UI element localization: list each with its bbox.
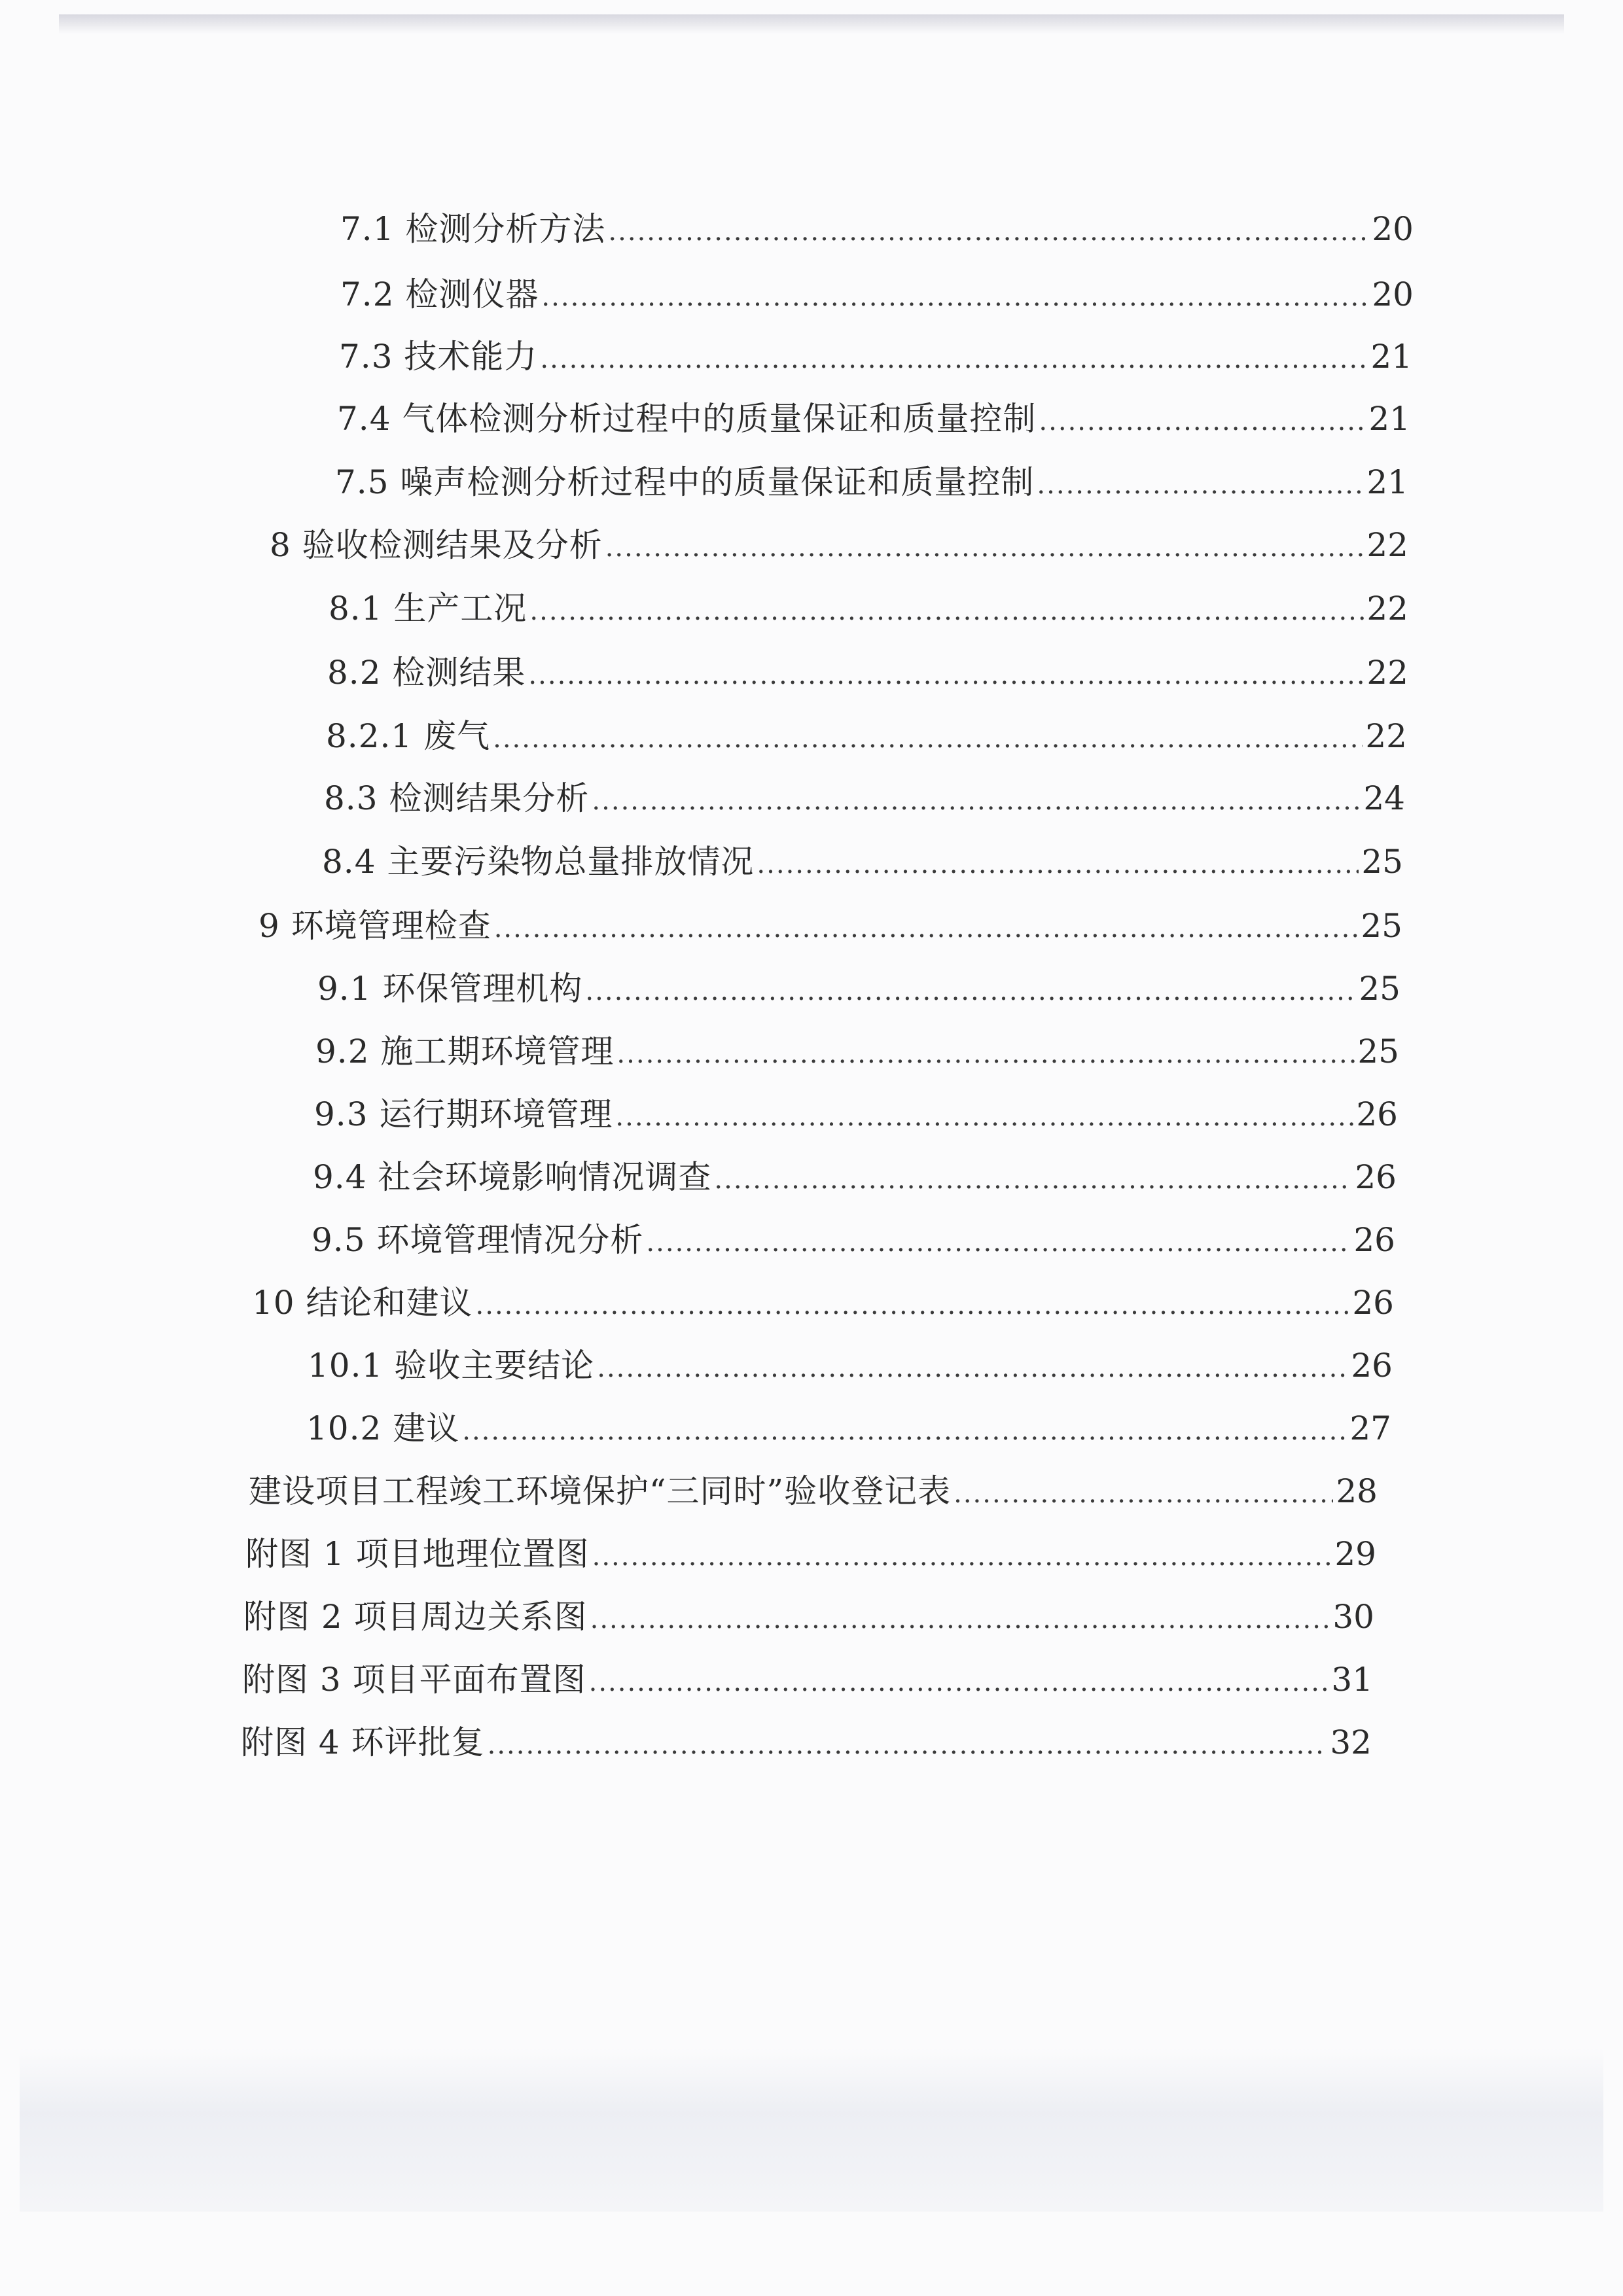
toc-page-number: 29 xyxy=(1334,1535,1376,1573)
toc-entry-label: 9.5 环境管理情况分析 xyxy=(312,1221,644,1259)
toc-page-number: 22 xyxy=(1366,654,1408,692)
toc-dot-leader xyxy=(462,1418,1347,1444)
toc-entry-appendix-3 xyxy=(242,1661,1373,1699)
toc-entry-9-4 xyxy=(313,1158,1397,1196)
toc-dot-leader xyxy=(540,346,1368,372)
toc-entry-label: 附图 3 项目平面布置图 xyxy=(242,1661,586,1699)
toc-dot-leader xyxy=(585,978,1356,1004)
toc-entry-label: 8 验收检测结果及分析 xyxy=(270,526,603,564)
toc-page-number: 26 xyxy=(1352,1284,1394,1322)
toc-entry-registration-form xyxy=(249,1472,1378,1510)
toc-entry-appendix-2 xyxy=(243,1598,1374,1636)
toc-dot-leader xyxy=(541,284,1369,310)
toc-dot-leader xyxy=(605,535,1364,561)
toc-entry-label: 8.2.1 废气 xyxy=(326,717,491,755)
toc-dot-leader xyxy=(529,598,1364,624)
toc-entry-label: 8.2 检测结果 xyxy=(327,654,526,692)
toc-entry-9-1 xyxy=(317,970,1400,1008)
toc-page-number: 25 xyxy=(1361,843,1403,881)
toc-dot-leader xyxy=(494,915,1359,942)
toc-dot-leader xyxy=(714,1167,1352,1193)
toc-dot-leader xyxy=(597,1355,1348,1381)
toc-dot-leader xyxy=(1039,408,1366,434)
toc-entry-9 xyxy=(259,907,1402,945)
toc-entry-label: 7.2 检测仪器 xyxy=(340,275,539,313)
toc-page-number: 25 xyxy=(1359,970,1400,1008)
toc-dot-leader xyxy=(592,1544,1332,1570)
toc-entry-label: 10.1 验收主要结论 xyxy=(308,1347,595,1385)
toc-entry-label: 7.4 气体检测分析过程中的质量保证和质量控制 xyxy=(337,400,1037,438)
toc-page-number: 25 xyxy=(1357,1033,1399,1070)
toc-dot-leader xyxy=(646,1229,1351,1256)
toc-entry-label: 9.3 运行期环境管理 xyxy=(314,1095,613,1133)
toc-entry-8-4 xyxy=(322,843,1403,881)
toc-entry-label: 9.1 环保管理机构 xyxy=(317,970,583,1008)
toc-dot-leader xyxy=(592,788,1361,814)
toc-page-number: 26 xyxy=(1355,1158,1397,1196)
toc-dot-leader xyxy=(476,1292,1350,1318)
toc-page-number: 21 xyxy=(1370,338,1412,376)
toc-entry-7-3 xyxy=(339,338,1412,376)
toc-entry-9-2 xyxy=(315,1035,1399,1068)
toc-page-number: 22 xyxy=(1366,526,1408,564)
toc-dot-leader xyxy=(528,662,1364,688)
toc-page-number: 27 xyxy=(1349,1409,1391,1447)
toc-entry-label: 8.4 主要污染物总量排放情况 xyxy=(322,843,755,881)
toc-entry-10-1 xyxy=(308,1347,1393,1385)
toc-dot-leader xyxy=(608,219,1369,245)
toc-page-number: 26 xyxy=(1351,1347,1393,1385)
toc-page-number: 30 xyxy=(1332,1598,1374,1636)
toc-entry-7-2 xyxy=(340,275,1414,313)
toc-page-number: 21 xyxy=(1366,463,1408,501)
toc-entry-9-5 xyxy=(312,1221,1395,1259)
toc-entry-label: 9.4 社会环境影响情况调查 xyxy=(313,1158,712,1196)
toc-entry-label: 7.3 技术能力 xyxy=(339,338,538,376)
toc-entry-7-4 xyxy=(337,400,1410,438)
toc-page-number: 20 xyxy=(1372,210,1414,248)
toc-dot-leader xyxy=(488,1732,1328,1758)
toc-dot-leader xyxy=(493,726,1363,752)
toc-page-number: 24 xyxy=(1363,779,1405,817)
toc-entry-8 xyxy=(270,526,1408,564)
toc-entry-10 xyxy=(252,1284,1394,1322)
toc-entry-9-3 xyxy=(314,1095,1398,1133)
toc-entry-7-5 xyxy=(335,463,1408,501)
toc-page-number: 22 xyxy=(1366,590,1408,627)
toc-entry-label: 9.2 施工期环境管理 xyxy=(315,1033,615,1070)
toc-entry-label: 8.3 检测结果分析 xyxy=(324,779,590,817)
toc-entry-7-1 xyxy=(340,210,1414,248)
toc-page-number: 28 xyxy=(1336,1472,1378,1510)
toc-entry-label: 建设项目工程竣工环境保护“三同时”验收登记表 xyxy=(249,1472,952,1510)
toc-entry-label: 8.1 生产工况 xyxy=(329,590,527,627)
toc-page-number: 32 xyxy=(1330,1723,1372,1761)
toc-entry-8-2-1 xyxy=(326,717,1407,755)
toc-entry-label: 附图 1 项目地理位置图 xyxy=(245,1535,590,1573)
toc-entry-appendix-4 xyxy=(241,1723,1372,1761)
toc-page-number: 22 xyxy=(1365,717,1407,755)
toc-entry-8-3 xyxy=(324,779,1405,817)
toc-dot-leader xyxy=(1037,472,1364,498)
toc-page-number: 26 xyxy=(1356,1095,1398,1133)
toc-entry-10-2 xyxy=(306,1409,1391,1447)
toc-entry-appendix-1 xyxy=(245,1535,1376,1573)
toc-entry-8-1 xyxy=(329,592,1408,625)
toc-dot-leader xyxy=(954,1481,1333,1507)
toc-page-number: 31 xyxy=(1331,1661,1373,1699)
toc-entry-label: 7.1 检测分析方法 xyxy=(340,210,606,248)
toc-page-number: 21 xyxy=(1368,400,1410,438)
toc-entry-label: 附图 2 项目周边关系图 xyxy=(243,1598,588,1636)
toc-entry-8-2 xyxy=(327,654,1408,692)
toc-page-number: 25 xyxy=(1361,907,1402,945)
toc-entry-label: 9 环境管理检查 xyxy=(259,907,491,945)
toc-dot-leader xyxy=(757,851,1359,877)
toc-dot-leader xyxy=(589,1669,1329,1695)
toc-entry-label: 7.5 噪声检测分析过程中的质量保证和质量控制 xyxy=(335,463,1035,501)
toc-entry-label: 附图 4 环评批复 xyxy=(241,1723,485,1761)
toc-dot-leader xyxy=(615,1104,1353,1130)
toc-dot-leader xyxy=(616,1041,1355,1067)
toc-page-number: 20 xyxy=(1372,275,1414,313)
toc-dot-leader xyxy=(590,1606,1330,1633)
toc-page-number: 26 xyxy=(1353,1221,1395,1259)
toc-entry-label: 10.2 建议 xyxy=(306,1409,460,1447)
toc-entry-label: 10 结论和建议 xyxy=(252,1284,473,1322)
